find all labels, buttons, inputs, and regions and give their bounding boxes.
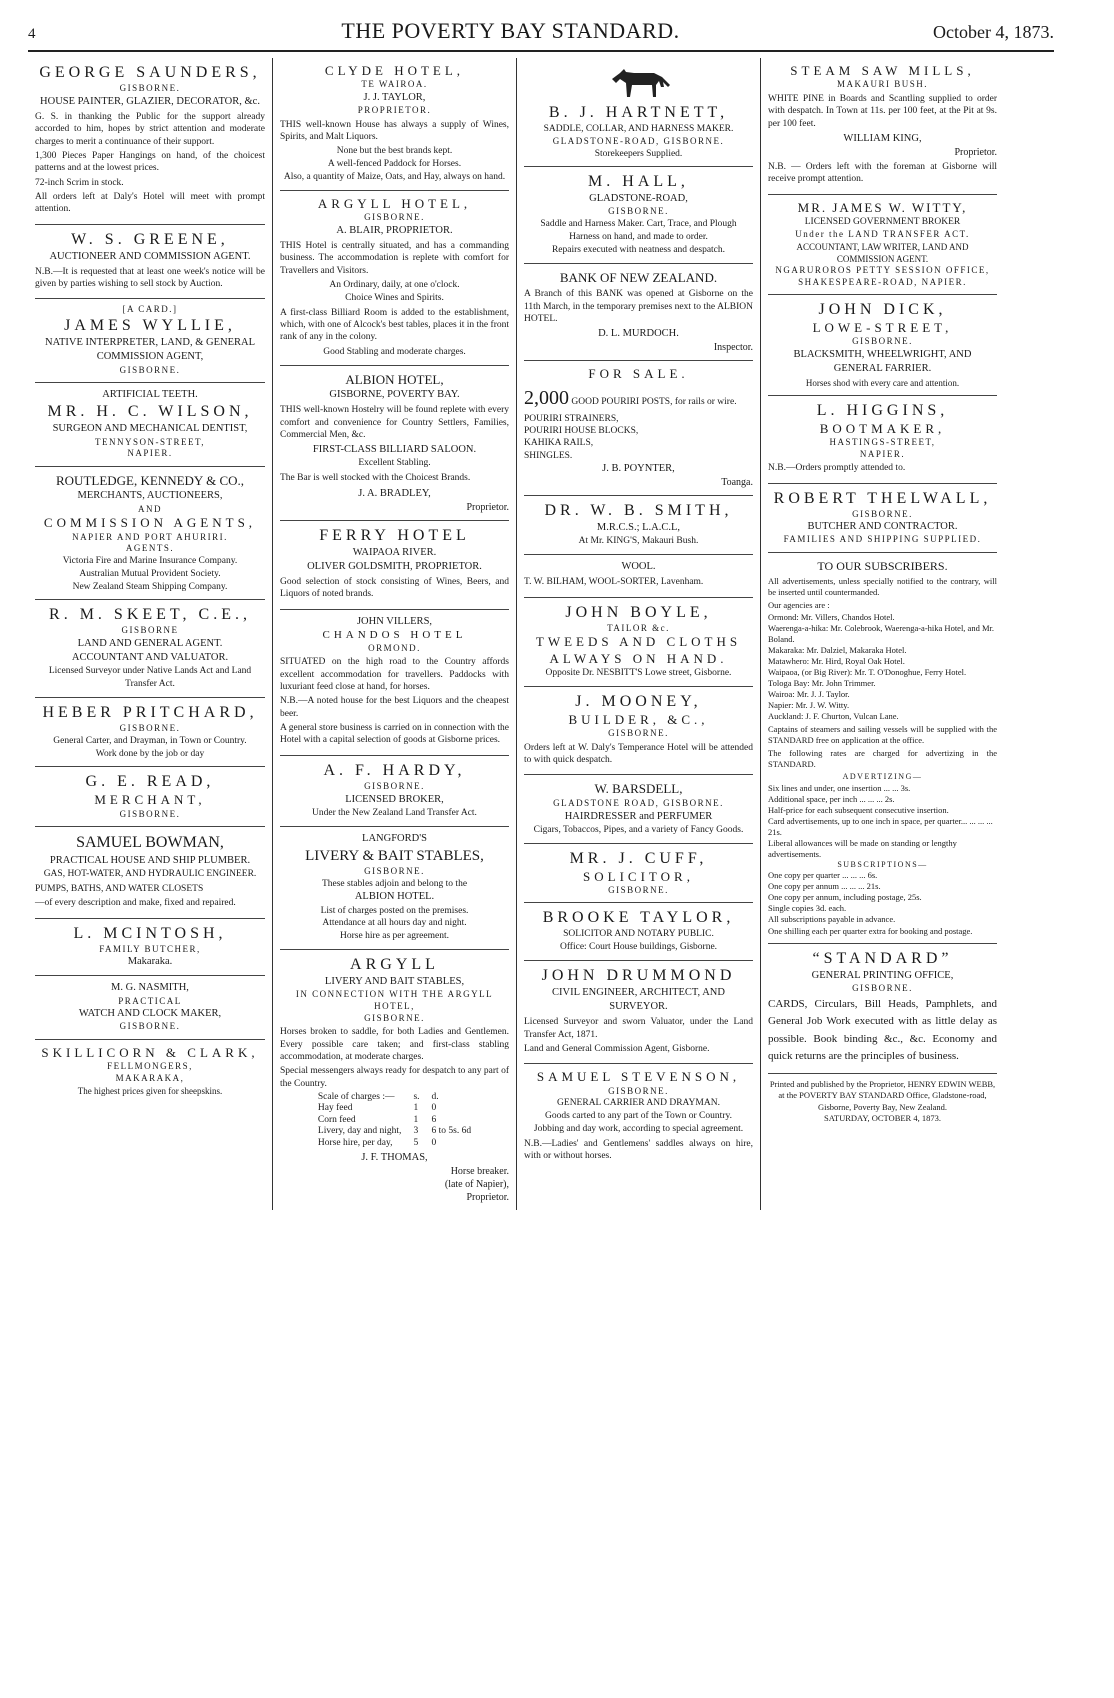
- ad-role: Proprietor.: [466, 501, 509, 513]
- ad-trade: SOLICITOR AND NOTARY PUBLIC.: [563, 929, 714, 940]
- ad-agents-label: AGENTS.: [125, 543, 175, 554]
- subs-item: One copy per annum, including postage, 25s.: [768, 892, 922, 903]
- subs-label: SUBSCRIPTIONS—: [837, 859, 928, 869]
- table-row: Hay feed 1 0: [317, 1103, 437, 1114]
- ad-line: FIRST-CLASS BILLIARD SALOON.: [312, 444, 477, 456]
- ad-place: GISBORNE: [121, 625, 179, 636]
- ad-greene: [35, 225, 265, 300]
- table-row: Livery, day and night, 3 6 to 5s. 6d: [317, 1126, 472, 1137]
- ad-wilson: [35, 383, 265, 467]
- ad-owner: JOHN VILLERS,: [356, 615, 433, 627]
- ad-street: LOWE-STREET,: [812, 320, 953, 336]
- ad-read: [35, 767, 265, 827]
- ad-trade: BUTCHER AND CONTRACTOR.: [807, 521, 958, 533]
- ad-hartnett: [524, 58, 753, 167]
- ad-body: 72-inch Scrim in stock.: [35, 177, 124, 188]
- ad-title: G. E. READ,: [85, 773, 215, 791]
- ad-line: Excellent Stabling.: [358, 458, 431, 469]
- adv-label: ADVERTIZING—: [842, 772, 923, 782]
- rate-item: Half-price for each subsequent consecutive insertion.: [768, 804, 949, 815]
- agency-item: Waerenga-a-hika: Mr. Colebrook, Waerenga-a-hika Hotel, and Mr. Boland.: [768, 622, 995, 644]
- ad-note: The highest prices given for sheepskins.: [77, 1085, 223, 1096]
- ad-trade: PUMPS, BATHS, AND WATER CLOSETS: [35, 883, 204, 894]
- ad-routledge: [35, 467, 265, 600]
- ad-place: GLADSTONE-ROAD,: [589, 193, 688, 205]
- ad-place: At Mr. KING'S, Makauri Bush.: [578, 536, 699, 547]
- ad-place: GISBORNE.: [119, 1021, 181, 1032]
- ad-argyll-stables: [280, 950, 509, 1210]
- ad-trade: LICENSED GOVERNMENT BROKER: [804, 217, 961, 228]
- rate-item: Liberal allowances will be made on standing or lengthy advertisements.: [768, 837, 957, 859]
- ad-title: SAMUEL STEVENSON,: [536, 1069, 741, 1085]
- column-4: [760, 58, 1004, 1210]
- ad-body: A first-class Billiard Room is added to the establishment, which, with one of Alcock's best tables, places it in the front rank of any in the colony.: [280, 307, 509, 343]
- page-number: 4: [28, 26, 36, 42]
- imprint-date: SATURDAY, OCTOBER 4, 1873.: [824, 1113, 941, 1123]
- ad-owner: WILLIAM KING,: [843, 132, 922, 144]
- rate-item: Card advertisements, up to one inch in space, per quarter... ... ... ... 21s.: [768, 815, 993, 837]
- agency-item: Wairoa: Mr. J. J. Taylor.: [768, 688, 850, 699]
- ad-title: ALBION HOTEL,: [345, 371, 444, 387]
- column-3: [516, 58, 760, 1210]
- ad-trade: LIVERY AND BAIT STABLES,: [324, 976, 465, 988]
- ad-trade: SOLICITOR,: [583, 868, 694, 884]
- agency-item: Waipaoa, (or Big River): Mr. T. O'Donoghue, Ferry Hotel.: [768, 666, 967, 677]
- ad-title: HEBER PRITCHARD,: [42, 704, 258, 722]
- imprint: [768, 1074, 997, 1131]
- ad-owner: OLIVER GOLDSMITH, PROPRIETOR.: [307, 560, 482, 572]
- ad-street: TENNYSON-STREET,: [94, 436, 206, 447]
- ad-trade: WATCH AND CLOCK MAKER,: [78, 1008, 222, 1020]
- ad-body: Captains of steamers and sailing vessels will be supplied with the STANDARD free on application at the office.: [768, 723, 997, 746]
- ad-place: GISBORNE.: [119, 723, 181, 734]
- agent-item: Australian Mutual Provident Society.: [79, 568, 221, 579]
- ad-title: ROUTLEDGE, KENNEDY & CO.,: [56, 472, 244, 488]
- ad-body: Goods carted to any part of the Town or Country.: [545, 1111, 732, 1122]
- ad-drummond: [524, 961, 753, 1064]
- agency-item: Matawhero: Mr. Hird, Royal Oak Hotel.: [768, 655, 905, 666]
- ad-place: NAPIER.: [859, 448, 906, 459]
- ad-trade: GENERAL CARRIER AND DRAYMAN.: [557, 1098, 720, 1109]
- ad-title: W. BARSDELL,: [594, 781, 683, 797]
- ad-line: Attendance at all hours day and night.: [322, 918, 467, 929]
- ad-title: “STANDARD”: [812, 949, 953, 967]
- ad-line: An Ordinary, daily, at one o'clock.: [329, 280, 460, 291]
- ad-albion-hotel: [280, 366, 509, 521]
- ad-note: Work done by the job or day: [95, 748, 205, 759]
- ad-stevenson: [524, 1064, 753, 1170]
- ad-place: GISBORNE.: [119, 808, 181, 819]
- ad-place: Office: Court House buildings, Gisborne.: [559, 942, 718, 953]
- ad-body: THIS well-known Hostelry will be found replete with every comfort and convenience for Country Settlers, Families, Commercial Men, &c.: [280, 405, 509, 440]
- ad-body: T. W. BILHAM, WOOL-SORTER, Lavenham.: [524, 577, 704, 588]
- ad-owner: J. B. POYNTER,: [602, 462, 675, 474]
- newspaper-title: THE POVERTY BAY STANDARD.: [341, 18, 680, 43]
- ad-witty: [768, 195, 997, 295]
- ad-note: N.B.—Orders promptly attended to.: [768, 463, 906, 474]
- sale-item: POURIRI HOUSE BLOCKS,: [524, 425, 639, 436]
- ad-ferry-hotel: [280, 521, 509, 610]
- ad-note: Horses shod with every care and attention.: [805, 377, 960, 388]
- ad-title: WOOL.: [621, 561, 656, 573]
- ad-body: A general store business is carried on in connection with the Hotel with a capital selection of goods at Gisborne prices.: [280, 723, 509, 746]
- sale-item: KAHIKA RAILS,: [524, 438, 594, 449]
- ad-title: DR. W. B. SMITH,: [544, 502, 733, 520]
- ad-title: R. M. SKEET, C.E.,: [49, 606, 251, 624]
- ad-saw-mills: [768, 58, 997, 195]
- rate-item: Six lines and under, one insertion ... ... 3s.: [768, 782, 911, 793]
- ad-title: JOHN DICK,: [818, 301, 947, 319]
- ad-place: SHAKESPEARE-ROAD, NAPIER.: [798, 276, 967, 287]
- ad-owner: J. J. TAYLOR,: [363, 91, 426, 103]
- subs-item: One copy per annum ... ... ... 21s.: [768, 881, 881, 892]
- sale-item: GOOD POURIRI POSTS, for rails or wire.: [571, 396, 737, 407]
- charges-table: [312, 1092, 477, 1149]
- ad-title: MR. H. C. WILSON,: [47, 403, 253, 421]
- ad-town: GISBORNE.: [608, 206, 669, 217]
- ad-place: GLADSTONE ROAD, GISBORNE.: [553, 797, 724, 808]
- ad-owner: J. F. THOMAS,: [361, 1151, 428, 1163]
- ad-title: B. J. HARTNETT,: [548, 104, 729, 121]
- ad-body: These stables adjoin and belong to the: [321, 878, 468, 889]
- ad-trade: ACCOUNTANT, LAW WRITER, LAND AND COMMISSION AGENT.: [796, 241, 969, 264]
- ad-place: GISBORNE.: [608, 727, 669, 738]
- ad-trade: LAND AND GENERAL AGENT.: [77, 638, 223, 650]
- ad-place: GISBORNE.: [852, 508, 913, 519]
- ad-street: HASTINGS-STREET,: [829, 436, 936, 447]
- ad-saunders: [35, 58, 265, 225]
- ad-body: Orders left at W. Daly's Temperance Hotel will be attended to with quick despatch.: [524, 742, 753, 765]
- ad-nasmith: [35, 976, 265, 1040]
- ad-trade: SURGEON AND MECHANICAL DENTIST,: [52, 423, 248, 435]
- ad-title: MR. J. CUFF,: [569, 849, 708, 867]
- ad-boyle: [524, 598, 753, 687]
- ad-trade: SADDLE, COLLAR, AND HARNESS MAKER.: [543, 124, 734, 134]
- ad-body: Licensed Surveyor under Native Lands Act and Land Transfer Act.: [48, 666, 252, 690]
- ad-trade: FAMILY BUTCHER,: [99, 943, 201, 954]
- subs-item: All subscriptions payable in advance.: [768, 914, 896, 925]
- ad-trade: BUILDER, &C.,: [568, 711, 709, 727]
- ad-place: GISBORNE.: [852, 336, 913, 347]
- ad-skeet: [35, 600, 265, 698]
- ad-owner: A. BLAIR, PROPRIETOR.: [336, 224, 453, 236]
- ad-trade: MERCHANTS, AUCTIONEERS,: [77, 490, 223, 502]
- ad-place: GISBORNE.: [608, 884, 669, 895]
- ad-title: BANK OF NEW ZEALAND.: [559, 269, 718, 285]
- ad-body: 1,300 Pieces Paper Hangings on hand, of the choicest patterns and at the lowest prices.: [35, 150, 265, 174]
- sale-item: SHINGLES.: [524, 450, 573, 461]
- ad-role: (late of Napier),: [444, 1179, 509, 1191]
- ad-title: MR. JAMES W. WITTY,: [797, 199, 968, 215]
- ad-body: CARDS, Circulars, Bill Heads, Pamphlets, and General Job Work executed with as little delay as possible. Book binding &c., &c. Economy and quick returns are the principles of business.: [768, 998, 997, 1062]
- ad-cuff: [524, 844, 753, 904]
- ad-for-sale: [524, 361, 753, 496]
- ad-title: ARGYLL HOTEL,: [317, 195, 472, 211]
- ad-printing-office: [768, 944, 997, 1074]
- ad-trade: AUCTIONEER AND COMMISSION AGENT.: [49, 250, 251, 262]
- ad-line: Choice Wines and Spirits.: [345, 292, 444, 303]
- ad-trade: COMMISSION AGENTS,: [43, 515, 257, 531]
- ad-trade: CIVIL ENGINEER, ARCHITECT, AND SURVEYOR.: [552, 987, 725, 1013]
- ad-title: SAMUEL BOWMAN,: [76, 834, 224, 852]
- ad-place: GLADSTONE-ROAD, GISBORNE.: [552, 135, 725, 146]
- ad-line: TWEEDS AND CLOTHS ALWAYS ON HAND.: [535, 634, 742, 666]
- ad-place: GISBORNE.: [119, 83, 181, 93]
- ad-title: JOHN BOYLE,: [565, 603, 712, 621]
- ad-title: M. HALL,: [588, 173, 689, 191]
- ad-body: Good selection of stock consisting of Wines, Beers, and Liquors of noted brands.: [280, 577, 509, 600]
- ad-place: GISBORNE.: [364, 1012, 425, 1023]
- ad-title: JAMES WYLLIE,: [64, 317, 236, 335]
- ad-title: J. MOONEY,: [575, 692, 702, 710]
- ad-note: Repairs executed with neatness and despatch.: [551, 244, 726, 255]
- ad-higgins: [768, 396, 997, 484]
- ad-body: SITUATED on the high road to the Country affords excellent accommodation for travellers. Paddocks with luxuriant feed close at hand, for horses.: [280, 657, 509, 693]
- ad-owner: J. A. BRADLEY,: [358, 487, 431, 499]
- rate-item: Additional space, per inch ... ... ... 2s.: [768, 793, 895, 804]
- ad-mcintosh: [35, 919, 265, 977]
- ad-trade: HOUSE PAINTER, GLAZIER, DECORATOR, &c.: [40, 95, 260, 107]
- ad-and: AND: [138, 503, 162, 514]
- ad-title: JOHN DRUMMOND: [541, 967, 736, 985]
- ad-hotel: ALBION HOTEL.: [354, 891, 435, 903]
- ad-trade: HAIRDRESSER and PERFUMER: [564, 810, 713, 822]
- ad-place: GISBORNE.: [119, 364, 181, 375]
- ad-trade: FELLMONGERS,: [107, 1061, 193, 1072]
- ad-note: All orders left at Daly's Hotel will meet with prompt attention.: [35, 191, 265, 215]
- ad-place: Opposite Dr. NESBITT'S Lowe street, Gisborne.: [545, 667, 732, 678]
- ad-clyde-hotel: [280, 58, 509, 191]
- ad-trade: ACCOUNTANT AND VALUATOR.: [71, 652, 229, 664]
- ad-body: G. S. in thanking the Public for the support already accorded to him, hopes by strict attention and moderate charges to merit a continuance of their support.: [35, 111, 265, 147]
- sale-item: POURIRI STRAINERS,: [524, 413, 619, 424]
- ad-line: List of charges posted on the premises.: [320, 905, 469, 916]
- imprint-body: Printed and published by the Proprietor, HENRY EDWIN WEBB, at the POVERTY BAY STANDARD Office, Gladstone-road, Gisborne, Poverty Bay, New Zealand.: [769, 1078, 996, 1112]
- ad-trade: GENERAL PRINTING OFFICE,: [811, 969, 954, 981]
- ad-note: N.B.—Ladies' and Gentlemens' saddles always on hire, with or without horses.: [524, 1138, 753, 1162]
- ad-wyllie: [35, 299, 265, 383]
- ad-argyll-hotel: [280, 191, 509, 366]
- ad-body: The Bar is well stocked with the Choicest Brands.: [280, 473, 471, 484]
- ad-title: CLYDE HOTEL,: [324, 63, 465, 78]
- table-row: Horse hire, per day, 5 0: [317, 1137, 437, 1148]
- ad-title: W. S. GREENE,: [71, 230, 229, 248]
- ad-skillicorn: [35, 1040, 265, 1103]
- ad-langford: [280, 827, 509, 951]
- ad-role: PROPRIETOR.: [357, 105, 432, 116]
- ad-hardy: [280, 756, 509, 827]
- ad-dick: [768, 295, 997, 395]
- agency-item: Auckland: J. F. Churton, Vulcan Lane.: [768, 710, 899, 721]
- ad-trade: PRACTICAL: [118, 995, 182, 1006]
- ad-place: NAPIER AND PORT AHURIRI.: [72, 531, 228, 542]
- ad-body: All advertisements, unless specially notified to the contrary, will be inserted until countermanded.: [768, 576, 997, 598]
- ad-place: GISBORNE.: [852, 982, 913, 993]
- ad-bank: [524, 264, 753, 362]
- agency-item: Tologa Bay: Mr. John Trimmer.: [768, 677, 876, 688]
- ad-body: THIS Hotel is centrally situated, and has a commanding business. The accommodation is replete with comfort for Travellers and Visitors.: [280, 241, 509, 276]
- ad-line: Good Stabling and moderate charges.: [323, 346, 466, 357]
- ad-title: L. MCINTOSH,: [73, 924, 227, 942]
- table-row: Corn feed 1 6: [317, 1114, 437, 1125]
- ad-place: Toanga.: [721, 477, 753, 489]
- ad-pritchard: [35, 698, 265, 767]
- agencies-label: Our agencies are :: [768, 600, 830, 611]
- ad-bowman: [35, 827, 265, 918]
- ad-body: Licensed Surveyor and sworn Valuator, under the Land Transfer Act, 1871.: [524, 1017, 753, 1040]
- ad-body: Under the New Zealand Land Transfer Act.: [312, 807, 477, 818]
- ad-smith: [524, 496, 753, 555]
- ad-title: TO OUR SUBSCRIBERS.: [817, 559, 948, 574]
- ad-brooke-taylor: [524, 903, 753, 961]
- column-2: [272, 58, 516, 1210]
- horse-icon: [604, 63, 674, 101]
- ad-title: ROBERT THELWALL,: [773, 489, 992, 507]
- ad-owner: D. L. MURDOCH.: [598, 328, 679, 340]
- ad-barsdell: [524, 775, 753, 843]
- ad-line: Also, a quantity of Maize, Oats, and Hay, always on hand.: [283, 172, 506, 183]
- issue-date: October 4, 1873.: [933, 22, 1054, 42]
- ad-body: THIS well-known House has always a supply of Wines, Spirits, and Malt Liquors.: [280, 119, 509, 143]
- ad-body: N.B.—A noted house for the best Liquors and the cheapest beer.: [280, 696, 509, 719]
- ad-title: SKILLICORN & CLARK,: [41, 1045, 259, 1061]
- ad-office: NGARUROROS PETTY SESSION OFFICE,: [775, 264, 990, 275]
- ad-place: GISBORNE.: [608, 1085, 669, 1096]
- agent-item: Victoria Fire and Marine Insurance Company.: [62, 555, 238, 566]
- ad-title: CHANDOS HOTEL: [322, 628, 467, 641]
- ad-title: A. F. HARDY,: [323, 761, 466, 779]
- rates-intro: The following rates are charged for advertizing in the STANDARD.: [768, 748, 997, 770]
- ad-subscribers: [768, 553, 997, 943]
- agent-item: New Zealand Steam Shipping Company.: [72, 581, 228, 592]
- ad-body: A Branch of this BANK was opened at Gisborne on the 11th March, in the temporary premises next to the ALBION HOTEL.: [524, 289, 753, 324]
- ad-body: Land and General Commission Agent, Gisborne.: [524, 1044, 710, 1055]
- ad-line: Horse hire as per agreement.: [340, 931, 449, 942]
- ad-note: N.B.—It is requested that at least one week's notice will be given by parties wishing to sell stock by Auction.: [35, 266, 265, 290]
- ad-heading: ARTIFICIAL TEETH.: [102, 389, 198, 401]
- ad-wool: [524, 555, 753, 598]
- ad-title: M. G. NASMITH,: [111, 982, 189, 994]
- subs-item: One copy per quarter ... ... ... 6s.: [768, 870, 878, 881]
- ad-body: —of every description and make, fixed and repaired.: [35, 898, 236, 909]
- ad-title: GEORGE SAUNDERS,: [39, 64, 261, 81]
- ad-title: FOR SALE.: [588, 366, 689, 382]
- ad-thelwall: [768, 484, 997, 554]
- ad-body: Cigars, Tobaccos, Pipes, and a variety of Fancy Goods.: [533, 824, 744, 835]
- ad-line: None but the best brands kept.: [336, 146, 453, 157]
- ad-trade: LICENSED BROKER,: [345, 793, 444, 805]
- ad-place: ORMOND.: [368, 642, 421, 653]
- ad-title: BROOKE TAYLOR,: [542, 909, 735, 927]
- ad-trade: MERCHANT,: [94, 792, 206, 808]
- ad-mooney: [524, 687, 753, 776]
- ad-body: General Carter, and Drayman, in Town or Country.: [53, 735, 247, 746]
- ad-trade: BLACKSMITH, WHEELWRIGHT, AND GENERAL FARRIER.: [793, 349, 972, 375]
- agency-item: Ormond: Mr. Villers, Chandos Hotel.: [768, 611, 895, 622]
- ad-title: ARGYLL: [350, 956, 439, 974]
- ad-act: Under the LAND TRANSFER ACT.: [795, 228, 970, 239]
- ad-trade: GAS, HOT-WATER, AND HYDRAULIC ENGINEER.: [43, 869, 257, 880]
- ad-chandos-hotel: [280, 610, 509, 756]
- ad-place: Makaraka.: [127, 956, 173, 968]
- ad-place: WAIPAOA RIVER.: [352, 546, 437, 558]
- masthead: [28, 18, 1054, 52]
- agency-item: Makaraka: Mr. Dalziel, Makaraka Hotel.: [768, 644, 907, 655]
- ad-place: GISBORNE.: [364, 780, 425, 791]
- ad-note: FAMILIES AND SHIPPING SUPPLIED.: [783, 534, 982, 545]
- table-row: Scale of charges :— s. d.: [317, 1091, 439, 1102]
- ad-trade: PRACTICAL HOUSE AND SHIP PLUMBER.: [49, 854, 251, 866]
- ad-hall: [524, 167, 753, 263]
- ad-place: MAKAURI BUSH.: [836, 79, 928, 90]
- ad-title: LANGFORD'S: [362, 832, 427, 844]
- ad-place: GISBORNE.: [364, 865, 425, 876]
- ad-title: FERRY HOTEL: [319, 526, 470, 544]
- agency-item: Napier: Mr. J. W. Witty.: [768, 699, 850, 710]
- ad-line: A well-fenced Paddock for Horses.: [327, 159, 462, 170]
- ad-quals: M.R.C.S.; L.A.C.L,: [596, 522, 681, 534]
- ad-trade: TAILOR &c.: [607, 622, 670, 633]
- ad-note: N.B. — Orders left with the foreman at Gisborne will receive prompt attention.: [768, 162, 997, 185]
- column-1: [28, 58, 272, 1210]
- ad-title: STEAM SAW MILLS,: [790, 63, 975, 78]
- ad-role: Inspector.: [713, 342, 753, 354]
- ad-role: Proprietor.: [954, 147, 997, 159]
- ad-note: Storekeepers Supplied.: [594, 148, 683, 159]
- ad-place: GISBORNE, POVERTY BAY.: [329, 389, 460, 401]
- ad-body: Special messengers always ready for despatch to any part of the Country.: [280, 1066, 509, 1089]
- ad-body: Horses broken to saddle, for both Ladies and Gentlemen. Every possible care taken; and first-class stabling accommodation, at moderate charges.: [280, 1027, 509, 1062]
- ad-role: Horse breaker.: [450, 1166, 509, 1178]
- ad-place: GISBORNE.: [364, 212, 425, 223]
- sale-quantity: 2,000: [524, 386, 569, 409]
- ad-place: TE WAIROA.: [361, 79, 428, 90]
- ad-trade: NATIVE INTERPRETER, LAND, & GENERAL COMMISSION AGENT,: [45, 337, 255, 363]
- ad-body: Saddle and Harness Maker. Cart, Trace, and Plough Harness on hand, and made to order.: [540, 219, 737, 242]
- subs-item: One shilling each per quarter extra for booking and postage.: [768, 925, 973, 936]
- ad-trade: BOOTMAKER,: [819, 420, 946, 436]
- ad-title: L. HIGGINS,: [816, 401, 949, 419]
- subs-item: Single copies 3d. each.: [768, 903, 847, 914]
- ad-connection: IN CONNECTION WITH THE ARGYLL HOTEL,: [295, 989, 494, 1011]
- ad-body: WHITE PINE in Boards and Scantling supplied to order with despatch. In Town at 11s. per 100 feet, at the Pit at 9s. per 100 feet.: [768, 93, 997, 129]
- ad-role: Proprietor.: [466, 1192, 509, 1204]
- ad-body: Jobbing and day work, according to special agreement.: [533, 1124, 744, 1134]
- ad-card: [A CARD.]: [122, 304, 178, 315]
- ad-place: NAPIER.: [127, 448, 173, 459]
- ad-place: MAKARAKA,: [115, 1073, 185, 1084]
- ad-trade: LIVERY & BAIT STABLES,: [305, 847, 484, 864]
